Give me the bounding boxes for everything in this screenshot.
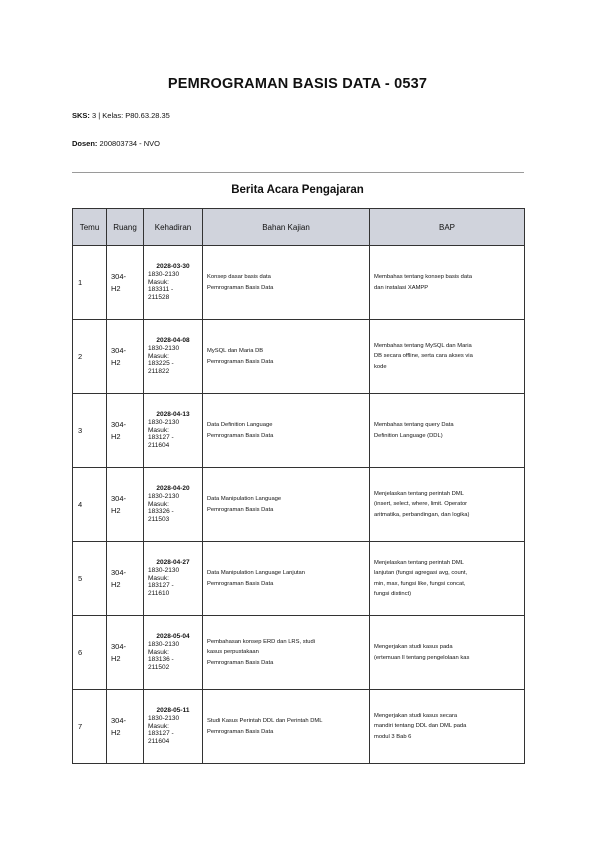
cell-ruang: 304- H2	[107, 468, 144, 542]
kehadiran-time: 1830-2130	[148, 270, 180, 278]
attendance-table	[72, 208, 525, 764]
bap-line: kode	[374, 363, 387, 370]
cell-bap	[370, 616, 525, 690]
bahan-line: Pemrograman Basis Data	[207, 506, 274, 513]
cell-kehadiran	[144, 394, 203, 468]
kehadiran-start: 183311 -	[148, 286, 174, 294]
table-row	[73, 320, 525, 394]
header-kehadiran: Kehadiran	[144, 209, 203, 246]
sks-label: SKS:	[72, 111, 90, 120]
dosen-line	[72, 139, 160, 148]
cell-kehadiran	[144, 542, 203, 616]
cell-ruang: 304- H2	[107, 616, 144, 690]
cell-ruang: 304- H2	[107, 542, 144, 616]
kehadiran-start: 183127 -	[148, 434, 174, 442]
kehadiran-masuk-label: Masuk:	[148, 500, 169, 508]
kehadiran-end: 211528	[148, 294, 170, 302]
dosen-label: Dosen:	[72, 139, 98, 148]
cell-bahan-kajian	[203, 616, 370, 690]
table-row	[73, 690, 525, 764]
bap-line: min, max, fungsi like, fungsi concat,	[374, 580, 466, 587]
cell-bahan-kajian	[203, 542, 370, 616]
kehadiran-time: 1830-2130	[148, 566, 180, 574]
kehadiran-date: 2028-05-11	[156, 707, 190, 714]
bahan-line: MySQL dan Maria DB	[207, 348, 264, 355]
table-header-row	[73, 209, 525, 246]
bahan-line: Studi Kasus Perintah DDL dan Perintah DML	[207, 718, 323, 725]
cell-bahan-kajian	[203, 690, 370, 764]
bahan-line: Pemrograman Basis Data	[207, 284, 274, 291]
kehadiran-date: 2028-04-13	[156, 411, 190, 418]
kehadiran-start: 183127 -	[148, 582, 174, 590]
cell-bahan-kajian	[203, 320, 370, 394]
cell-temu: 3	[73, 394, 107, 468]
cell-bahan-kajian	[203, 468, 370, 542]
divider	[72, 172, 524, 173]
kehadiran-time: 1830-2130	[148, 492, 180, 500]
kehadiran-end: 211502	[148, 664, 170, 672]
kehadiran-time: 1830-2130	[148, 344, 180, 352]
cell-bap	[370, 542, 525, 616]
bahan-line: Pemrograman Basis Data	[207, 580, 274, 587]
header-temu: Temu	[73, 209, 107, 246]
sks-line	[72, 111, 170, 120]
kehadiran-time: 1830-2130	[148, 714, 180, 722]
bahan-line: Pemrograman Basis Data	[207, 659, 274, 666]
kehadiran-date: 2028-05-04	[156, 633, 190, 640]
header-ruang: Ruang	[107, 209, 144, 246]
bap-line: Membahas tentang konsep basis data	[374, 274, 472, 281]
sks-value: 3 | Kelas: P80.63.28.35	[92, 111, 170, 120]
course-title: PEMROGRAMAN BASIS DATA - 0537	[167, 76, 428, 92]
cell-temu: 7	[73, 690, 107, 764]
bap-line: (ertemuan ll tentang pengelolaan kas	[374, 654, 470, 661]
cell-kehadiran	[144, 690, 203, 764]
table-row	[73, 394, 525, 468]
cell-bap	[370, 246, 525, 320]
header-bahan-kajian: Bahan Kajian	[203, 209, 370, 246]
bap-line: fungsi distinct)	[374, 590, 412, 597]
cell-ruang: 304- H2	[107, 246, 144, 320]
bahan-line: Data Manipulation Language Lanjutan	[207, 570, 305, 577]
cell-kehadiran	[144, 468, 203, 542]
cell-temu: 4	[73, 468, 107, 542]
cell-kehadiran	[144, 320, 203, 394]
bap-line: dan instalasi XAMPP	[374, 284, 429, 291]
cell-ruang: 304- H2	[107, 320, 144, 394]
kehadiran-date: 2028-03-30	[156, 263, 190, 270]
bahan-line: Pemrograman Basis Data	[207, 432, 274, 439]
kehadiran-end: 211822	[148, 368, 170, 376]
table-row	[73, 246, 525, 320]
dosen-value: 200803734 - NVO	[99, 139, 160, 148]
cell-temu: 5	[73, 542, 107, 616]
bap-line: Membahas tentang query Data	[374, 422, 454, 429]
cell-ruang: 304- H2	[107, 394, 144, 468]
cell-bap	[370, 394, 525, 468]
bap-line: Membahas tentang MySQL dan Maria	[374, 343, 472, 350]
bahan-line: kasus perpustakaan	[207, 649, 259, 656]
bap-line: lanjutan (fungsi agregasi avg, count,	[374, 570, 468, 577]
kehadiran-masuk-label: Masuk:	[148, 352, 169, 360]
section-title: Berita Acara Pengajaran	[231, 184, 364, 196]
bahan-line: Pemrograman Basis Data	[207, 358, 274, 365]
kehadiran-masuk-label: Masuk:	[148, 722, 169, 730]
cell-bahan-kajian	[203, 246, 370, 320]
bap-line: DB secara offline, serta cara akses via	[374, 353, 473, 360]
bap-line: modul 3 Bab 6	[374, 733, 412, 740]
cell-kehadiran	[144, 246, 203, 320]
kehadiran-masuk-label: Masuk:	[148, 278, 169, 286]
table-row	[73, 542, 525, 616]
bap-line: (insert, select, where, limit. Operator	[374, 501, 468, 508]
kehadiran-date: 2028-04-08	[156, 337, 190, 344]
kehadiran-start: 183136 -	[148, 656, 174, 664]
kehadiran-time: 1830-2130	[148, 418, 180, 426]
bahan-line: Konsep dasar basis data	[207, 274, 271, 281]
cell-kehadiran	[144, 616, 203, 690]
bahan-line: Pemrograman Basis Data	[207, 728, 274, 735]
kehadiran-start: 183326 -	[148, 508, 174, 516]
bap-line: Mengerjakan studi kasus pada	[374, 644, 453, 651]
kehadiran-masuk-label: Masuk:	[148, 426, 169, 434]
bahan-line: Data Definition Language	[207, 422, 273, 429]
bahan-line: Pembahasan konsep ERD dan LRS, studi	[207, 639, 315, 646]
kehadiran-end: 211610	[148, 590, 170, 598]
header-bap: BAP	[370, 209, 525, 246]
table-row	[73, 616, 525, 690]
cell-bap	[370, 320, 525, 394]
cell-bahan-kajian	[203, 394, 370, 468]
kehadiran-date: 2028-04-20	[156, 485, 190, 492]
kehadiran-masuk-label: Masuk:	[148, 648, 169, 656]
bap-line: aritmatika, perbandingan, dan logika)	[374, 511, 470, 518]
bap-line: Menjelaskan tentang perintah DML	[374, 560, 464, 567]
table-row	[73, 468, 525, 542]
kehadiran-masuk-label: Masuk:	[148, 574, 169, 582]
kehadiran-start: 183127 -	[148, 730, 174, 738]
kehadiran-start: 183225 -	[148, 360, 174, 368]
cell-bap	[370, 468, 525, 542]
bap-line: Mengerjakan studi kasus secara	[374, 713, 458, 720]
cell-bap	[370, 690, 525, 764]
bap-line: Definition Language (DDL)	[374, 432, 443, 439]
table-body	[73, 246, 525, 764]
bap-line: Menjelaskan tentang perintah DML	[374, 491, 464, 498]
kehadiran-end: 211604	[148, 442, 170, 450]
kehadiran-end: 211503	[148, 516, 170, 524]
kehadiran-end: 211604	[148, 738, 170, 746]
cell-temu: 2	[73, 320, 107, 394]
bahan-line: Data Manipulation Language	[207, 496, 282, 503]
kehadiran-time: 1830-2130	[148, 640, 180, 648]
cell-temu: 6	[73, 616, 107, 690]
cell-ruang: 304- H2	[107, 690, 144, 764]
cell-temu: 1	[73, 246, 107, 320]
kehadiran-date: 2028-04-27	[156, 559, 190, 566]
bap-line: mandiri tentang DDL dan DML pada	[374, 723, 467, 730]
